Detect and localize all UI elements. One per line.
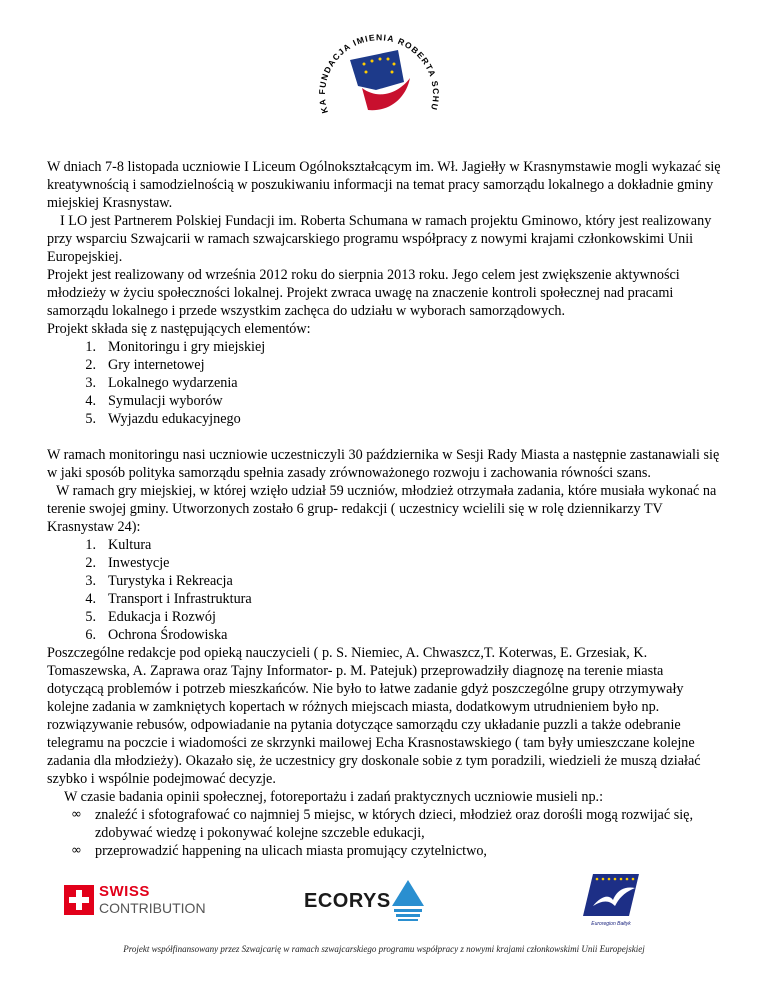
paragraph-opinion-research: W czasie badania opinii społecznej, fotoreportażu i zadań praktycznych uczniowie musieli np.: — [64, 789, 604, 805]
footer-note: Projekt współfinansowany przez Szwajcarię w ramach szwajcarskiego programu współpracy z nowymi krajami członkowskimi Unii Europejskiej — [123, 944, 645, 954]
article-body — [47, 158, 723, 860]
list-item: 5. Edukacja i Rozwój — [85, 609, 216, 625]
swiss-cross-icon — [64, 885, 94, 915]
euroregion-seagull-icon — [581, 870, 641, 920]
eu-flag-shape — [350, 50, 404, 90]
paragraph-intro: W dniach 7-8 listopada uczniowie I Liceum Ogólnokształcącym im. Wł. Jagiełły w Krasnymstawie mogli wykazać się kreatywnością i samodzielnością w poszukiwaniu informacji na temat pracy samorządu lokalnego a dokładnie gminy miejskiej Krasnystaw. — [47, 159, 721, 211]
swiss-logo-line2: CONTRIBUTION — [99, 900, 206, 916]
fundacja-logo-text: KA FUNDACJA IMIENIA ROBERTA SCHU — [316, 32, 442, 115]
list-item: ∞ znaleźć i sfotografować co najmniej 5 miejsc, w których dzieci, młodzież oraz dorośli mogą rozwijać się, zdobywać wiedzę i pokonywać kolejne szczeble edukacji, — [71, 807, 694, 841]
paragraph-partner: I LO jest Partnerem Polskiej Fundacji im. Roberta Schumana w ramach projektu Gminowo, który jest realizowany przy wsparciu Szwajcarii w ramach szwajcarskiego programu współpracy z nowymi krajami członkowskimi Unii Europejskiej. — [47, 213, 712, 265]
swiss-contribution-logo — [64, 882, 204, 918]
tasks-list — [47, 806, 723, 860]
infinity-bullet-icon: ∞ — [71, 843, 82, 858]
paragraph-city-game: W ramach gry miejskiej, w której wzięło udział 59 uczniów, młodzież otrzymała zadania, które musiała wykonać na terenie swojej gminy. Utworzonych zostało 6 grup- redakcji ( uczestnicy wcielili się w rolę dziennikarzy TV Krasnystaw 24): — [47, 483, 717, 535]
list-item: 1. Kultura — [85, 537, 152, 553]
list-item: ∞ przeprowadzić happening na ulicach miasta promujący czytelnictwo, — [71, 843, 487, 859]
list-item: 6. Ochrona Środowiska — [85, 627, 228, 643]
list-item: 4. Transport i Infrastruktura — [85, 591, 252, 607]
infinity-bullet-icon: ∞ — [71, 807, 82, 822]
paragraph-monitoring: W ramach monitoringu nasi uczniowie uczestniczyli 30 października w Sesji Rady Miasta a następnie zastanawiali się w jaki sposób polityka samorządu spełnia zasady zrównoważonego rozwoju i zachowania równości szans. — [47, 447, 720, 481]
swiss-logo-line1: SWISS — [99, 883, 150, 900]
list-item: 3. Turystyka i Rekreacja — [85, 573, 233, 589]
list-item: 3. Lokalnego wydarzenia — [85, 375, 238, 391]
list-item: 1. Monitoringu i gry miejskiej — [85, 339, 266, 355]
project-elements-list — [47, 338, 723, 428]
list-item: 2. Gry internetowej — [85, 357, 205, 373]
paragraph-editorial-work: Poszczególne redakcje pod opieką nauczycieli ( p. S. Niemiec, A. Chwaszcz,T. Koterwas, E. Grzesiak, K. Tomaszewska, A. Zaprawa oraz Tajny Informator- p. M. Patejuk) przeprowadziły diagnozę na terenie miasta dotyczącą problemów i potrzeb mieszkańców. Nie było to łatwe zadanie gdyż poszczególne grupy otrzymywały kolejne zadania w zamkniętych kopertach w różnych miejscach miasta, dodatkowym utrudnieniem było np. rozwiązywanie rebusów, odpowiadanie na pytania dotyczące samorządu czy układanie puzzli a także odebranie telegramu na poczcie i wiadomości ze skrzynki mailowej Echa Krasnostawskiego ( tam były umieszczane kolejne zadania dla młodzieży). Okazało się, że uczestnicy gry doskonale sobie z tym poradzili, wiedzieli że muszą działać szybko i wspólnie podejmować decyzje. — [47, 645, 701, 787]
euroregion-baltyk-logo — [581, 870, 641, 928]
fundacja-logo — [306, 20, 452, 132]
editorial-groups-list — [47, 536, 723, 644]
list-item: 2. Inwestycje — [85, 555, 170, 571]
list-item: 4. Symulacji wyborów — [85, 393, 223, 409]
ecorys-triangle-icon — [390, 878, 426, 922]
ecorys-logo-text: ECORYS — [304, 890, 391, 912]
paragraph-elements-intro: Projekt składa się z następujących elementów: — [47, 321, 311, 337]
list-item: 5. Wyjazdu edukacyjnego — [85, 411, 241, 427]
euroregion-caption: Euroregion Bałtyk — [591, 921, 631, 927]
paragraph-project-goal: Projekt jest realizowany od września 2012 roku do sierpnia 2013 roku. Jego celem jest zwiększenie aktywności młodzieży w życiu społeczności lokalnej. Projekt zwraca uwagę na znaczenie kontroli społecznej nad pracami samorządu lokalnego i przede wszystkim zachęca do udziału w wyborach samorządowych. — [47, 267, 680, 319]
ecorys-logo — [304, 878, 444, 922]
